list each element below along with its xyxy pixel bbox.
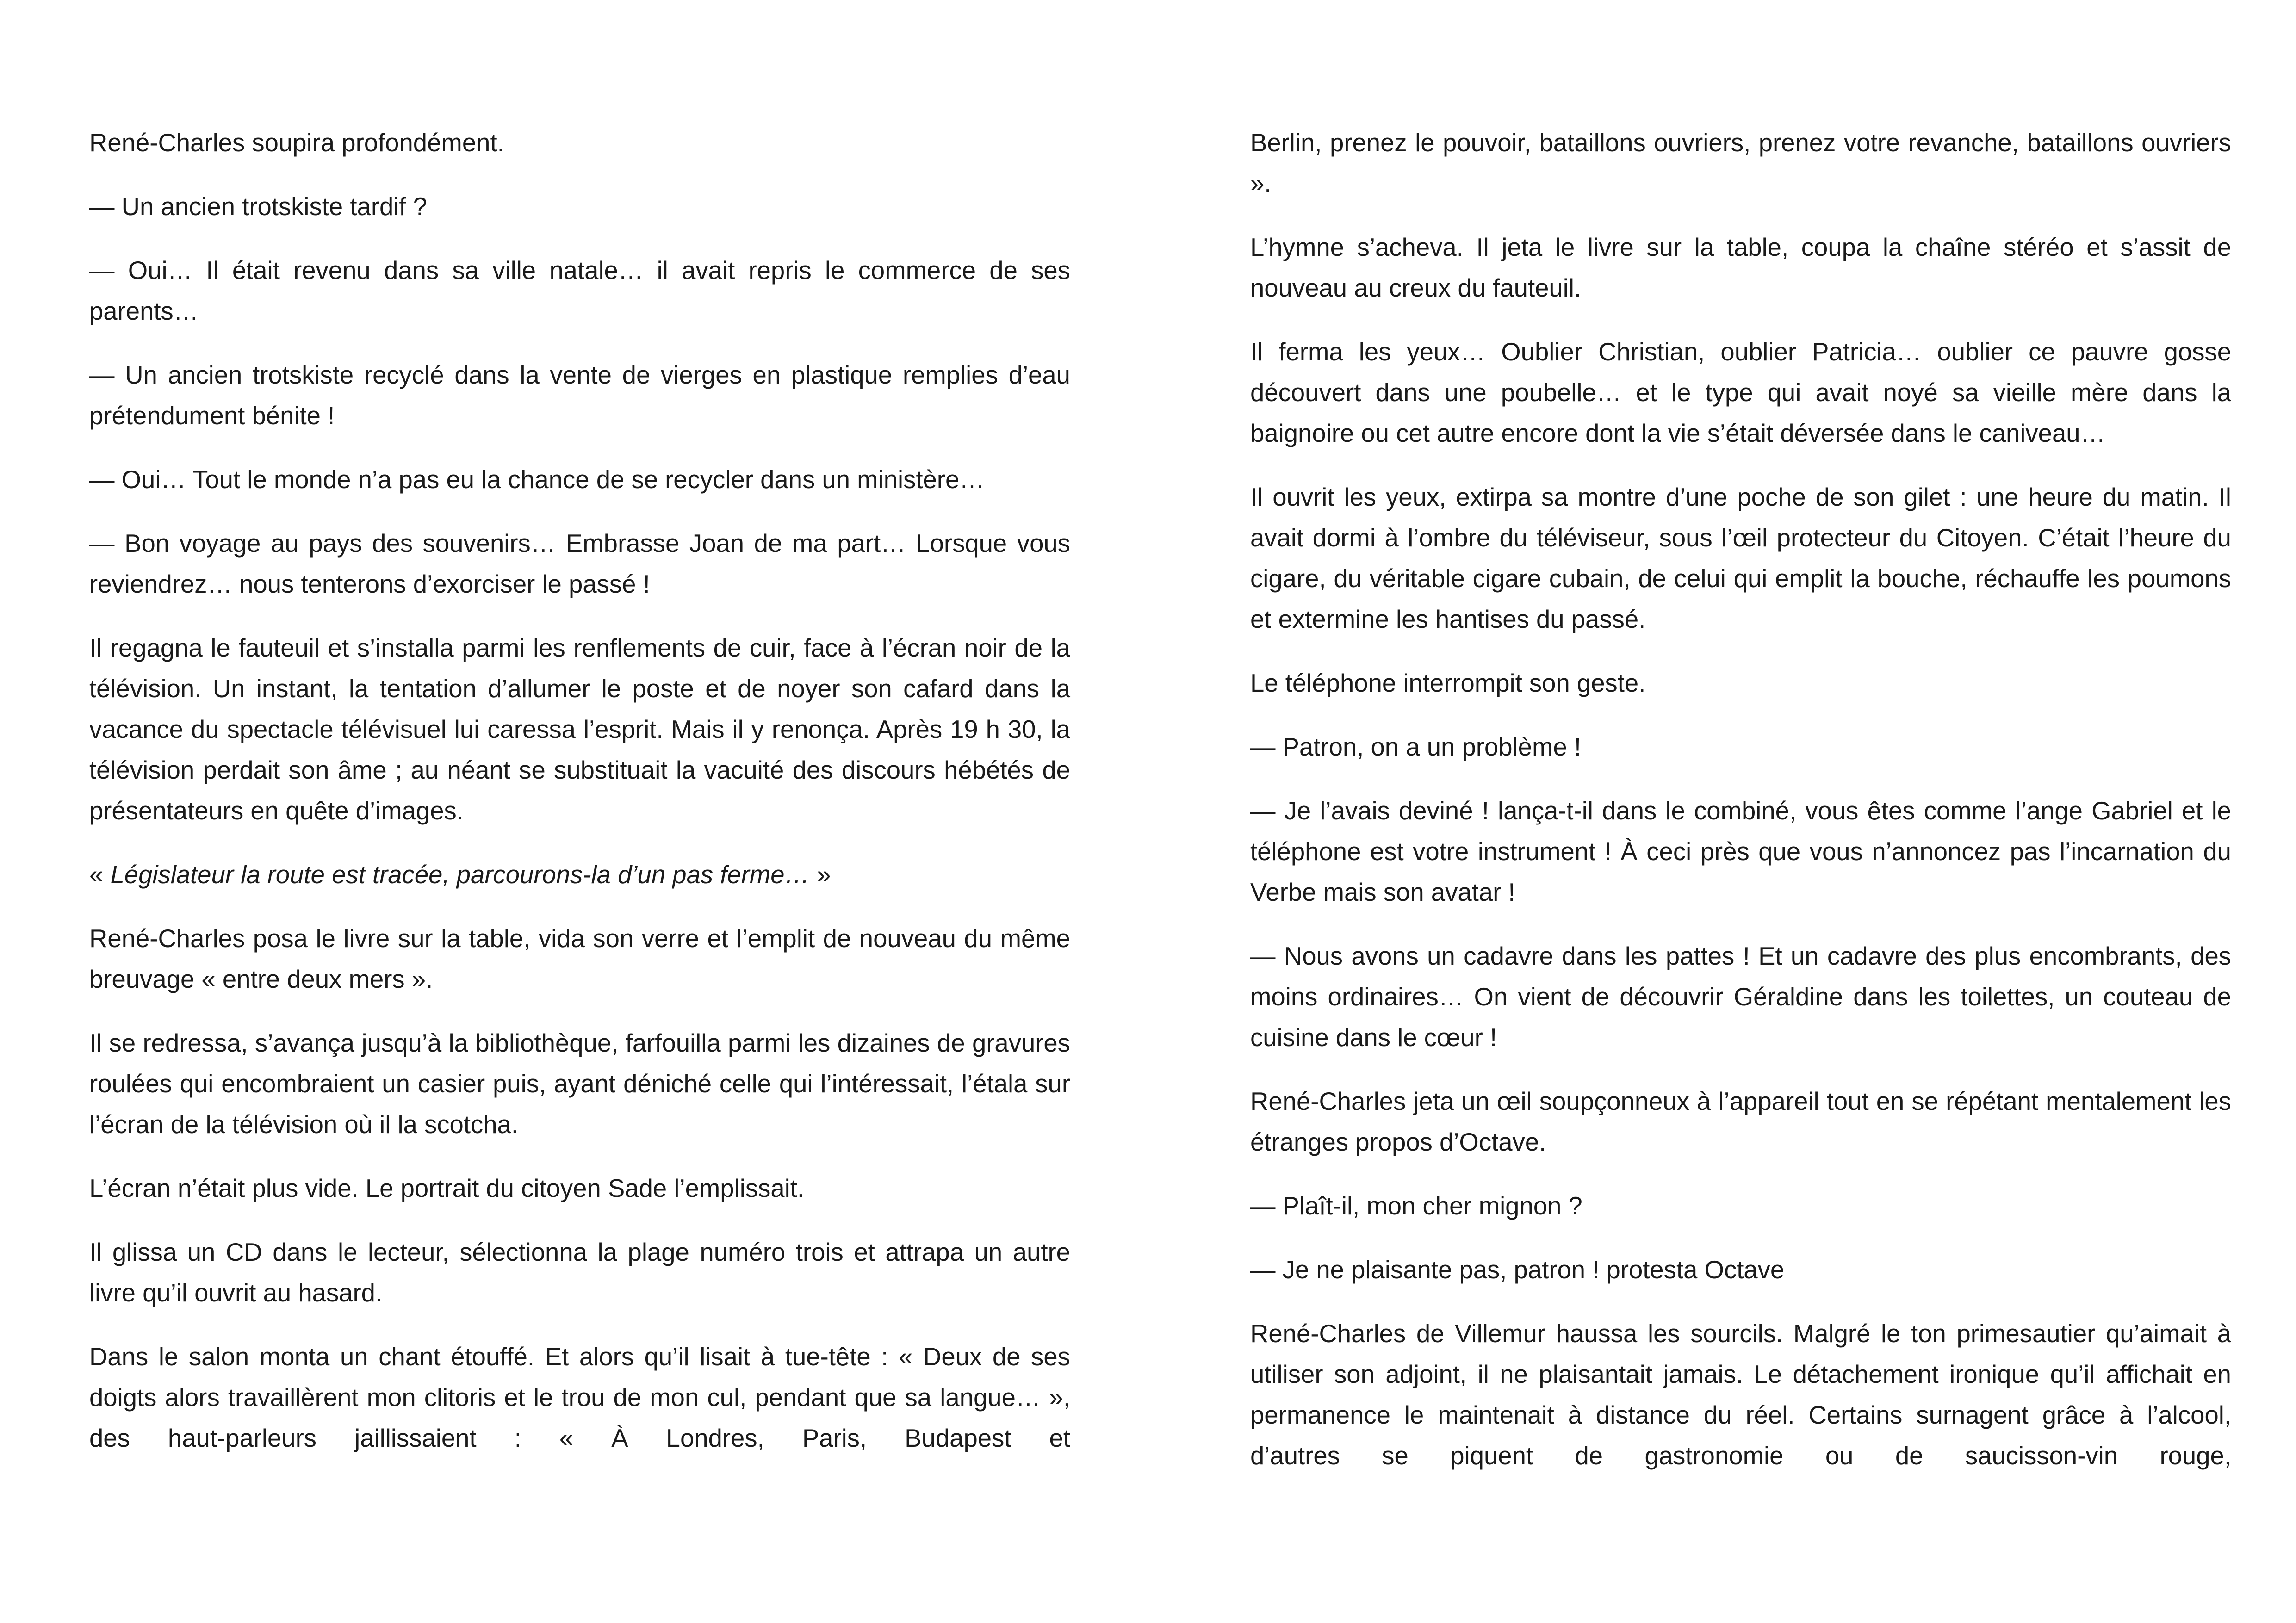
- dialogue-line: — Un ancien trotskiste tardif ?: [89, 192, 428, 221]
- dialogue-line: — Patron, on a un problème !: [1250, 733, 1581, 761]
- paragraph-continued: Dans le salon monta un chant étouffé. Et alors qu’il lisait à tue-tête : « Deux de ses doigts alors travaillèrent mon clitoris et le trou de mon cul, pendant que sa langue… », des haut-parleurs jaillissaient : « À Londres, Paris, Budapest et: [89, 1343, 1070, 1452]
- quote-text: Législateur la route est tracée, parcourons-la d’un pas ferme…: [110, 861, 810, 889]
- paragraph: René-Charles soupira profondément.: [89, 129, 504, 157]
- paragraph: Il regagna le fauteuil et s’installa parmi les renflements de cuir, face à l’écran noir de la télévision. Un instant, la tentation d’allumer le poste et de noyer son cafard dans la vacance du spectacle télévisuel lui caressa l’esprit. Mais il y renonça. Après 19 h 30, la télévision perdait son âme ; au néant se substituait la vacuité des discours hébétés de présentateurs en quête d’images.: [89, 634, 1070, 825]
- dialogue-line: — Plaît-il, mon cher mignon ?: [1250, 1192, 1582, 1220]
- quote-close-mark: »: [810, 861, 831, 889]
- paragraph: L’hymne s’acheva. Il jeta le livre sur la table, coupa la chaîne stéréo et s’assit de nouveau au creux du fauteuil.: [1250, 233, 2231, 302]
- paragraph: Il ferma les yeux… Oublier Christian, oublier Patricia… oublier ce pauvre gosse découvert dans une poubelle… et le type qui avait noyé sa vieille mère dans la baignoire ou cet autre encore dont la vie s’était déversée dans le caniveau…: [1250, 338, 2231, 447]
- right-page-column: [1250, 123, 2231, 1499]
- dialogue-line: — Je ne plaisante pas, patron ! protesta Octave: [1250, 1256, 1785, 1284]
- quote-open-mark: «: [89, 861, 111, 889]
- paragraph: René-Charles jeta un œil soupçonneux à l’appareil tout en se répétant mentalement les étranges propos d’Octave.: [1250, 1087, 2231, 1156]
- dialogue-line: — Nous avons un cadavre dans les pattes ! Et un cadavre des plus encombrants, des moins ordinaires… On vient de découvrir Géraldine dans les toilettes, un couteau de cuisine dans le cœur !: [1250, 942, 2231, 1052]
- paragraph: L’écran n’était plus vide. Le portrait du citoyen Sade l’emplissait.: [89, 1174, 805, 1202]
- paragraph: Il ouvrit les yeux, extirpa sa montre d’une poche de son gilet : une heure du matin. Il avait dormi à l’ombre du téléviseur, sous l’œil protecteur du Citoyen. C’était l’heure du cigare, du véritable cigare cubain, de celui qui emplit la bouche, réchauffe les poumons et extermine les hantises du passé.: [1250, 483, 2231, 633]
- dialogue-line: — Bon voyage au pays des souvenirs… Embrasse Joan de ma part… Lorsque vous reviendrez… nous tenterons d’exorciser le passé !: [89, 529, 1070, 598]
- paragraph: Il se redressa, s’avança jusqu’à la bibliothèque, farfouilla parmi les dizaines de gravures roulées qui encombraient un casier puis, ayant déniché celle qui l’intéressait, l’étala sur l’écran de la télévision où il la scotcha.: [89, 1029, 1070, 1139]
- paragraph: René-Charles posa le livre sur la table, vida son verre et l’emplit de nouveau du même breuvage « entre deux mers ».: [89, 924, 1070, 993]
- paragraph-continuation: Berlin, prenez le pouvoir, bataillons ouvriers, prenez votre revanche, bataillons ouvriers ».: [1250, 129, 2231, 198]
- dialogue-line: — Oui… Tout le monde n’a pas eu la chance de se recycler dans un ministère…: [89, 465, 985, 494]
- left-page-column: [89, 123, 1070, 1482]
- dialogue-line: — Oui… Il était revenu dans sa ville natale… il avait repris le commerce de ses parents…: [89, 256, 1070, 325]
- dialogue-line: — Un ancien trotskiste recyclé dans la vente de vierges en plastique remplies d’eau prétendument bénite !: [89, 361, 1070, 430]
- paragraph-continued: René-Charles de Villemur haussa les sourcils. Malgré le ton primesautier qu’aimait à utiliser son adjoint, il ne plaisantait jamais. Le détachement ironique qu’il affichait en permanence le maintenait à distance du réel. Certains surnagent grâce à l’alcool, d’autres se piquent de gastronomie ou de saucisson-vin rouge,: [1250, 1319, 2231, 1470]
- quote-paragraph: [89, 855, 1070, 895]
- paragraph: Il glissa un CD dans le lecteur, sélectionna la plage numéro trois et attrapa un autre livre qu’il ouvrit au hasard.: [89, 1238, 1070, 1307]
- paragraph: Le téléphone interrompit son geste.: [1250, 669, 1646, 697]
- dialogue-line: — Je l’avais deviné ! lança-t-il dans le combiné, vous êtes comme l’ange Gabriel et le téléphone est votre instrument ! À ceci près que vous n’annoncez pas l’incarnation du Verbe mais son avatar !: [1250, 797, 2231, 906]
